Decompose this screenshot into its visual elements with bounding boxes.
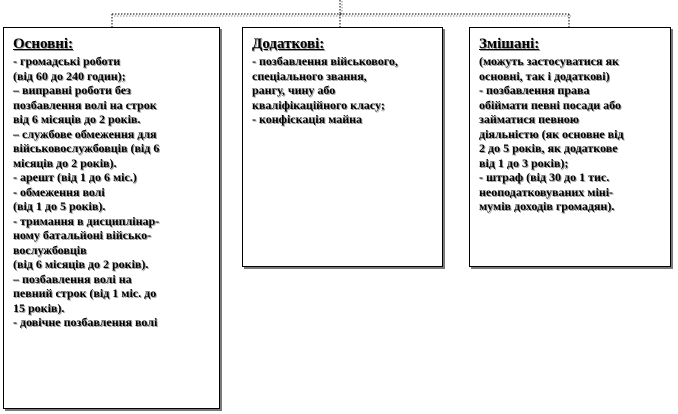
- punishment-item: - конфіскація майна: [252, 112, 363, 126]
- punishment-item: - тримання в дисциплінар- ному батальйоні військо- вослужбовців (від 6 місяців до 2 років).: [13, 213, 160, 271]
- punishment-item: - штраф (від 30 до 1 тис. неоподатковуваних міні- мумів доходів громадян).: [479, 170, 615, 213]
- main-punishments-box: [3, 27, 220, 409]
- additional-punishments-box: [242, 27, 443, 267]
- mixed-punishments-box: [469, 27, 671, 267]
- punishment-item: - арешт (від 1 до 6 міс.): [13, 170, 137, 184]
- punishment-item: – позбавлення волі на певний строк (від 1 міс. до 15 років).: [13, 271, 157, 315]
- punishment-item: – виправні роботи без позбавлення волі на строк від 6 місяців до 2 років.: [13, 83, 157, 126]
- punishment-item: – службове обмеження для військовослужбовців (від 6 місяців до 2 років).: [13, 126, 160, 170]
- main-punishments-title: Основні:: [13, 36, 73, 52]
- punishment-item: - позбавлення військового, спеціального звання, рангу, чину або кваліфікаційного класу;: [252, 54, 398, 112]
- punishment-item: - громадські роботи (від 60 до 240 годин);: [13, 54, 126, 83]
- additional-punishments-title: Додаткові:: [252, 36, 325, 52]
- punishment-item: - позбавлення права обіймати певні посади або займатися певною діяльністю (як основне від 2 до 5 років, як додаткове від 1 до 3 років);: [479, 83, 624, 170]
- mixed-punishments-title: Змішані:: [479, 36, 540, 52]
- punishment-item: - довічне позбавлення волі: [13, 315, 158, 329]
- punishment-item: - обмеження волі (від 1 до 5 років).: [13, 184, 106, 213]
- mixed-punishments-note: (можуть застосуватися як основні, так і додаткові): [479, 54, 619, 83]
